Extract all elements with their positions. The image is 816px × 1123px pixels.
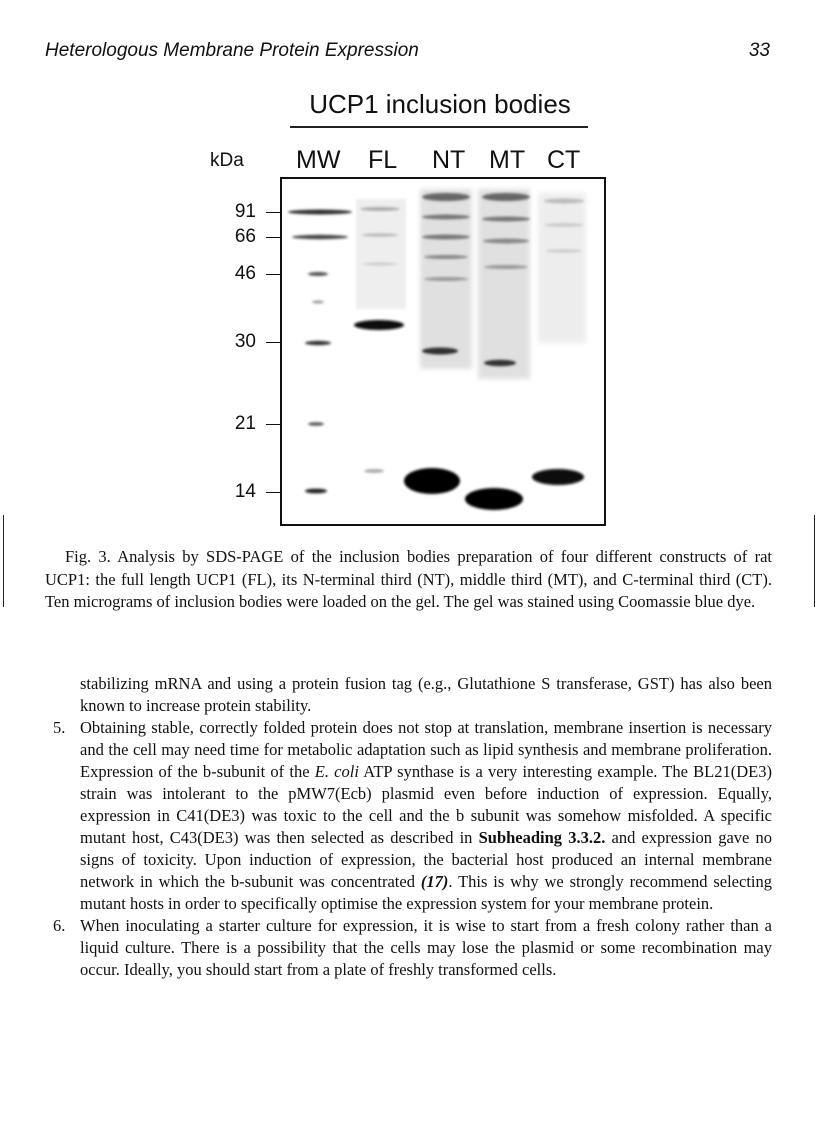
left-margin-rule — [3, 515, 4, 607]
lane-label-nt: NT — [432, 146, 466, 174]
mw-tick-66: 66 — [200, 237, 280, 257]
lane-label-fl: FL — [368, 146, 398, 174]
lane-fl — [354, 199, 406, 473]
mw-tick-91: 91 — [200, 212, 280, 232]
page-number: 33 — [748, 40, 770, 61]
list-number-6: 6. — [53, 916, 66, 935]
lane-label-ct: CT — [547, 146, 581, 174]
lane-nt — [404, 189, 472, 494]
running-header — [0, 40, 816, 66]
right-margin-rule — [814, 515, 815, 607]
lane-ct — [532, 193, 586, 485]
lane-mw — [288, 210, 352, 494]
citation-reference: (17) — [420, 872, 449, 891]
lane-mt — [465, 189, 530, 510]
sds-page-gel-image — [280, 177, 606, 526]
list-item-6: 6. When inoculating a starter culture for expression, it is wise to start from a fresh colony rather than a liquid culture. There is a possibility that the cells may lose the plasmid or some recombination may occur. Ideally, you should start from a plate of freshly transformed cells. — [53, 916, 772, 979]
lane-label-mt: MT — [489, 146, 526, 174]
figure-caption — [45, 546, 772, 614]
list-number-5: 5. — [53, 718, 66, 737]
list-item-5: 5. Obtaining stable, correctly folded protein does not stop at translation, membrane insertion is necessary and the cell may need time for metabolic adaptation such as lipid synthesis and membrane proliferation. Expression of the b-subunit of the E. coli ATP synthase is a very interesting example. The BL21(DE3) strain was intolerant to the pMW7(Ecb) plasmid even before induction of expression. Equally, expression in C41(DE3) was toxic to the cell and the b subunit was somehow misfolded. A specific mutant host, C43(DE3) was then selected as described in Subheading 3.3.2. and expression gave no signs of toxicity. Upon induction of expression, the bacterial host produced an internal membrane network in which the b-subunit was concentrated (17). This is why we strongly recommend selecting mutant hosts in order to specifically optimise the expression system for your membrane protein. — [53, 718, 772, 913]
gel-bands — [282, 179, 604, 524]
caption-label: Fig. 3. — [65, 547, 111, 566]
lane-labels — [0, 146, 816, 176]
continuation-paragraph: stabilizing mRNA and using a protein fusion tag (e.g., Glutathione S transferase, GST) has also been known to increase protein stability. — [80, 674, 772, 715]
mw-tick-46: 46 — [200, 274, 280, 294]
figure-title: UCP1 inclusion bodies — [309, 89, 571, 119]
subheading-reference: Subheading 3.3.2. — [478, 828, 606, 847]
mw-tick-21: 21 — [200, 424, 280, 444]
figure-title-underline — [290, 126, 588, 128]
mw-tick-30: 30 — [200, 342, 280, 362]
caption-text: Analysis by SDS-PAGE of the inclusion bodies preparation of four different constructs of rat UCP1: the full length UCP1 (FL), its N-terminal third (NT), middle third (MT), and C-terminal third (CT). Ten micrograms of inclusion bodies were loaded on the gel. The gel was stained using Coomassie blue dye. — [45, 547, 772, 611]
running-title: Heterologous Membrane Protein Expression — [45, 40, 419, 61]
molecular-weight-axis — [200, 176, 280, 528]
lane-label-mw: MW — [296, 146, 341, 174]
body-text — [45, 673, 772, 981]
mw-tick-14: 14 — [200, 492, 280, 512]
units-label: kDa — [210, 150, 244, 171]
